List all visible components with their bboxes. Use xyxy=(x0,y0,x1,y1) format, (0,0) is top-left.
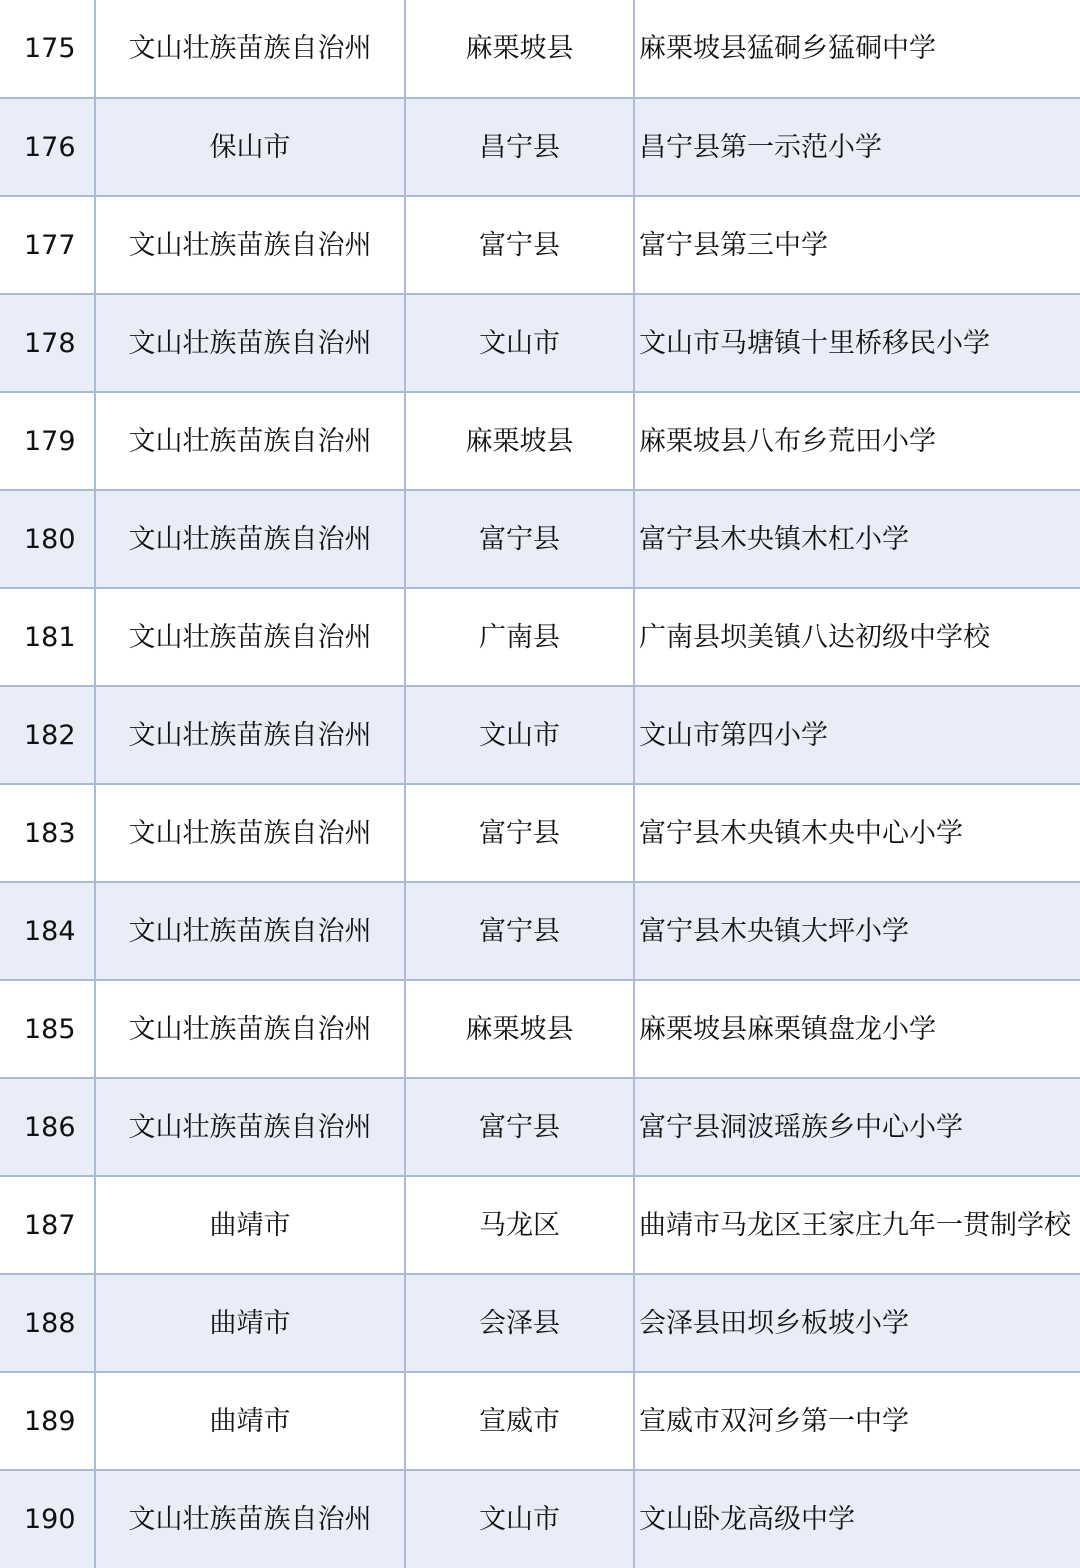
county-cell: 马龙区 xyxy=(405,1176,634,1274)
table-row xyxy=(0,490,1080,588)
school-name-cell: 文山卧龙高级中学 xyxy=(634,1470,1080,1568)
school-name-cell: 昌宁县第一示范小学 xyxy=(634,98,1080,196)
county-cell: 文山市 xyxy=(405,686,634,784)
table-row xyxy=(0,1274,1080,1372)
row-number: 186 xyxy=(0,1078,95,1176)
prefecture-cell: 文山壮族苗族自治州 xyxy=(95,0,405,98)
county-cell: 麻栗坡县 xyxy=(405,392,634,490)
school-name-cell: 会泽县田坝乡板坡小学 xyxy=(634,1274,1080,1372)
county-cell: 昌宁县 xyxy=(405,98,634,196)
row-number: 187 xyxy=(0,1176,95,1274)
table-row xyxy=(0,1176,1080,1274)
school-name-cell: 麻栗坡县麻栗镇盘龙小学 xyxy=(634,980,1080,1078)
prefecture-cell: 文山壮族苗族自治州 xyxy=(95,490,405,588)
row-number: 177 xyxy=(0,196,95,294)
row-number: 175 xyxy=(0,0,95,98)
county-cell: 麻栗坡县 xyxy=(405,980,634,1078)
row-number: 178 xyxy=(0,294,95,392)
table-row xyxy=(0,98,1080,196)
prefecture-cell: 曲靖市 xyxy=(95,1372,405,1470)
school-name-cell: 富宁县第三中学 xyxy=(634,196,1080,294)
prefecture-cell: 文山壮族苗族自治州 xyxy=(95,588,405,686)
prefecture-cell: 保山市 xyxy=(95,98,405,196)
table-row xyxy=(0,1078,1080,1176)
county-cell: 广南县 xyxy=(405,588,634,686)
school-name-cell: 宣威市双河乡第一中学 xyxy=(634,1372,1080,1470)
row-number: 188 xyxy=(0,1274,95,1372)
county-cell: 文山市 xyxy=(405,294,634,392)
row-number: 179 xyxy=(0,392,95,490)
row-number: 190 xyxy=(0,1470,95,1568)
table-row xyxy=(0,294,1080,392)
school-name-cell: 文山市第四小学 xyxy=(634,686,1080,784)
prefecture-cell: 文山壮族苗族自治州 xyxy=(95,294,405,392)
county-cell: 富宁县 xyxy=(405,1078,634,1176)
table-row xyxy=(0,1470,1080,1568)
row-number: 182 xyxy=(0,686,95,784)
table-row xyxy=(0,392,1080,490)
row-number: 184 xyxy=(0,882,95,980)
school-name-cell: 麻栗坡县八布乡荒田小学 xyxy=(634,392,1080,490)
table-row xyxy=(0,784,1080,882)
prefecture-cell: 文山壮族苗族自治州 xyxy=(95,980,405,1078)
prefecture-cell: 曲靖市 xyxy=(95,1176,405,1274)
table-row xyxy=(0,1372,1080,1470)
prefecture-cell: 文山壮族苗族自治州 xyxy=(95,1470,405,1568)
county-cell: 富宁县 xyxy=(405,882,634,980)
prefecture-cell: 文山壮族苗族自治州 xyxy=(95,784,405,882)
prefecture-cell: 文山壮族苗族自治州 xyxy=(95,196,405,294)
row-number: 185 xyxy=(0,980,95,1078)
school-name-cell: 富宁县木央镇木央中心小学 xyxy=(634,784,1080,882)
county-cell: 麻栗坡县 xyxy=(405,0,634,98)
row-number: 180 xyxy=(0,490,95,588)
school-name-cell: 富宁县木央镇大坪小学 xyxy=(634,882,1080,980)
prefecture-cell: 文山壮族苗族自治州 xyxy=(95,392,405,490)
prefecture-cell: 文山壮族苗族自治州 xyxy=(95,686,405,784)
county-cell: 富宁县 xyxy=(405,784,634,882)
table-row xyxy=(0,882,1080,980)
school-name-cell: 富宁县洞波瑶族乡中心小学 xyxy=(634,1078,1080,1176)
table-row xyxy=(0,196,1080,294)
county-cell: 宣威市 xyxy=(405,1372,634,1470)
prefecture-cell: 文山壮族苗族自治州 xyxy=(95,1078,405,1176)
county-cell: 富宁县 xyxy=(405,196,634,294)
row-number: 183 xyxy=(0,784,95,882)
table-row xyxy=(0,686,1080,784)
school-name-cell: 广南县坝美镇八达初级中学校 xyxy=(634,588,1080,686)
row-number: 176 xyxy=(0,98,95,196)
table-row xyxy=(0,0,1080,98)
school-name-cell: 麻栗坡县猛硐乡猛硐中学 xyxy=(634,0,1080,98)
table-row xyxy=(0,980,1080,1078)
county-cell: 富宁县 xyxy=(405,490,634,588)
school-name-cell: 曲靖市马龙区王家庄九年一贯制学校 xyxy=(634,1176,1080,1274)
prefecture-cell: 文山壮族苗族自治州 xyxy=(95,882,405,980)
row-number: 189 xyxy=(0,1372,95,1470)
row-number: 181 xyxy=(0,588,95,686)
school-name-cell: 文山市马塘镇十里桥移民小学 xyxy=(634,294,1080,392)
table-row xyxy=(0,588,1080,686)
prefecture-cell: 曲靖市 xyxy=(95,1274,405,1372)
county-cell: 会泽县 xyxy=(405,1274,634,1372)
county-cell: 文山市 xyxy=(405,1470,634,1568)
school-name-cell: 富宁县木央镇木杠小学 xyxy=(634,490,1080,588)
